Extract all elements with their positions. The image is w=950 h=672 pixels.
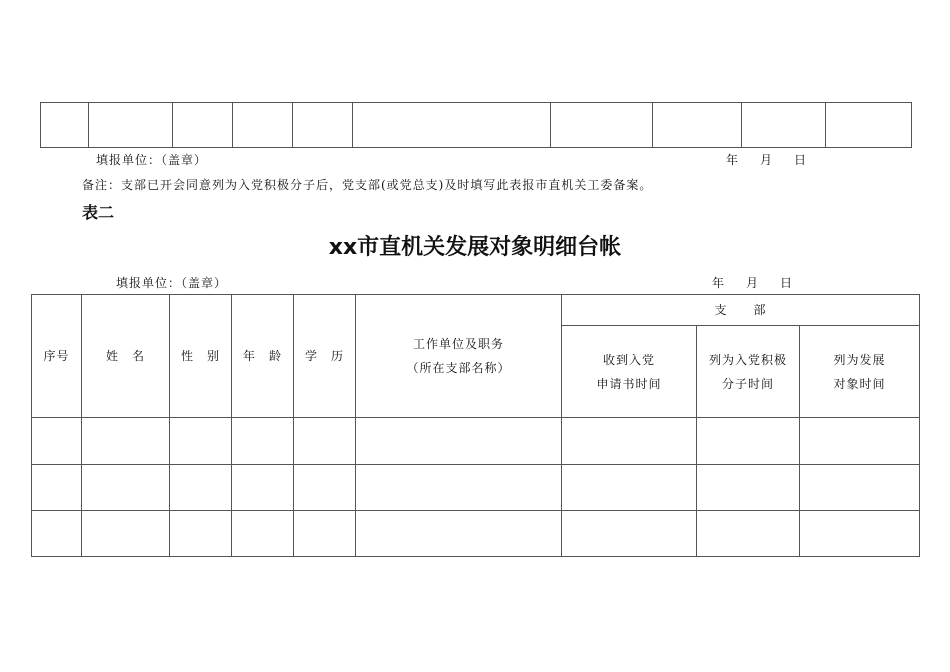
table-cell bbox=[800, 511, 920, 557]
header-name: 姓 名 bbox=[82, 295, 170, 418]
date-month: 月 bbox=[746, 276, 760, 290]
table-cell bbox=[826, 103, 912, 148]
header-received-line2: 申请书时间 bbox=[596, 376, 662, 391]
table-cell bbox=[32, 511, 82, 557]
table-cell bbox=[232, 511, 294, 557]
remark-note: 备注：支部已开会同意列为入党积极分子后，党支部(或党总支)及时填写此表报市直机关工委备案。 bbox=[82, 178, 653, 192]
table-cell bbox=[653, 103, 742, 148]
table-cell bbox=[697, 465, 800, 511]
header-activist-line1: 列为入党积极 bbox=[708, 352, 787, 367]
page-title: xx市直机关发展对象明细台帐 bbox=[328, 235, 622, 260]
table-row bbox=[32, 511, 920, 557]
table-cell bbox=[551, 103, 653, 148]
header-received-line1: 收到入党 bbox=[602, 352, 655, 367]
table-cell bbox=[697, 418, 800, 465]
table-row bbox=[32, 418, 920, 465]
table-cell bbox=[82, 418, 170, 465]
table-cell bbox=[353, 103, 551, 148]
date-day: 日 bbox=[794, 153, 808, 167]
table-cell bbox=[697, 511, 800, 557]
table-cell bbox=[356, 465, 562, 511]
table-cell bbox=[293, 103, 353, 148]
table-cell bbox=[170, 465, 232, 511]
table-cell bbox=[82, 465, 170, 511]
table-cell bbox=[356, 418, 562, 465]
header-received-time bbox=[562, 326, 697, 418]
table-label: 表二 bbox=[82, 203, 115, 222]
table-cell bbox=[562, 511, 697, 557]
header-gender: 性 别 bbox=[170, 295, 232, 418]
date-line-2 bbox=[712, 274, 793, 291]
table-cell bbox=[233, 103, 293, 148]
table-cell bbox=[170, 511, 232, 557]
header-branch: 支 部 bbox=[562, 295, 920, 326]
table-cell bbox=[562, 418, 697, 465]
header-activist-line2: 分子时间 bbox=[721, 376, 774, 391]
table-cell bbox=[294, 465, 356, 511]
header-work-line1: 工作单位及职务 bbox=[412, 337, 504, 351]
fill-unit-line-2: 填报单位：（盖章） bbox=[116, 276, 228, 290]
date-day: 日 bbox=[780, 276, 794, 290]
header-age: 年 龄 bbox=[232, 295, 294, 418]
table-cell bbox=[82, 511, 170, 557]
table-cell bbox=[294, 418, 356, 465]
table-cell bbox=[294, 511, 356, 557]
table-two bbox=[31, 294, 920, 557]
header-target-line2: 对象时间 bbox=[833, 376, 886, 391]
table-cell bbox=[32, 418, 82, 465]
date-line-1 bbox=[726, 151, 807, 168]
table-cell bbox=[41, 103, 89, 148]
date-year: 年 bbox=[726, 153, 740, 167]
header-activist-time bbox=[697, 326, 800, 418]
fill-unit-line-1: 填报单位：（盖章） bbox=[96, 153, 208, 167]
header-work-line2: （所在支部名称） bbox=[406, 361, 511, 375]
date-year: 年 bbox=[712, 276, 726, 290]
table-cell bbox=[356, 511, 562, 557]
header-education: 学 历 bbox=[294, 295, 356, 418]
table-cell bbox=[170, 418, 232, 465]
header-work-unit bbox=[356, 295, 562, 418]
table-cell bbox=[232, 418, 294, 465]
table-cell bbox=[173, 103, 233, 148]
header-seq: 序号 bbox=[32, 295, 82, 418]
table-cell bbox=[800, 465, 920, 511]
table-row bbox=[32, 465, 920, 511]
table-cell bbox=[89, 103, 173, 148]
table-header-row bbox=[32, 295, 920, 326]
table-row bbox=[41, 103, 912, 148]
table-cell bbox=[800, 418, 920, 465]
date-month: 月 bbox=[760, 153, 774, 167]
table-cell bbox=[32, 465, 82, 511]
header-target-line1: 列为发展 bbox=[833, 352, 886, 367]
table-one bbox=[40, 102, 912, 148]
table-cell bbox=[562, 465, 697, 511]
table-cell bbox=[232, 465, 294, 511]
table-cell bbox=[742, 103, 826, 148]
header-target-time bbox=[800, 326, 920, 418]
